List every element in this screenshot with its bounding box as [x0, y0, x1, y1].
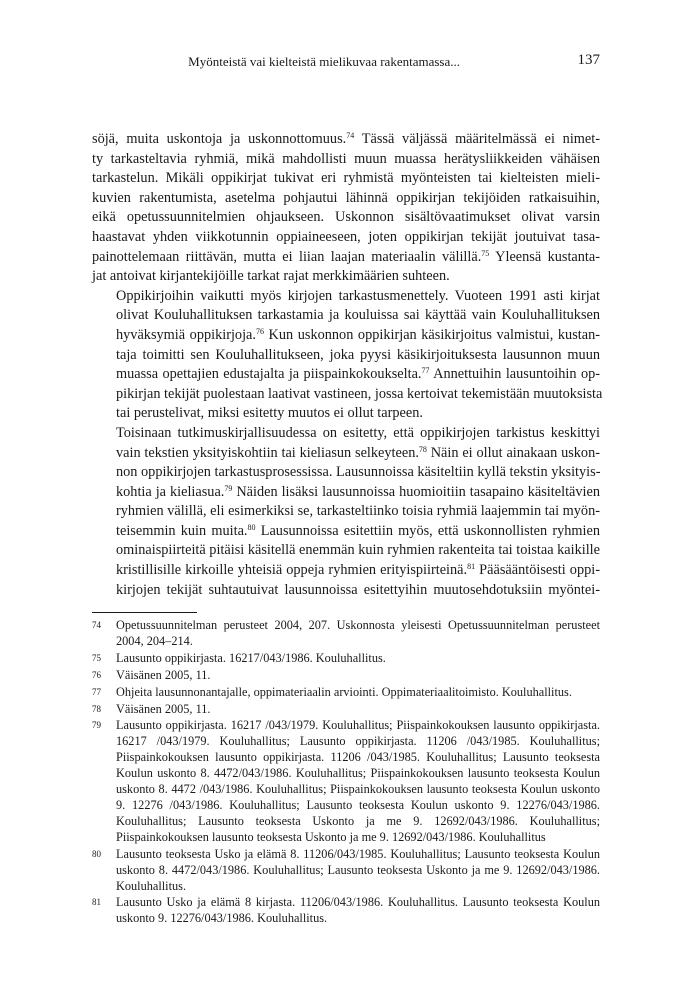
running-title: Myönteistä vai kielteistä mielikuvaa rakentamassa... — [188, 54, 460, 69]
text-segment: kristillisille kirkoille yhteisiä oppeja ryhmien erityispiirteinä. — [116, 562, 468, 579]
footnote — [92, 618, 600, 650]
text-segment: tarkastelun. Mikäli oppikirjat tukivat eri ryhmistä myönteisten tai kielteisten mieli- — [92, 170, 600, 187]
text-line — [92, 306, 600, 326]
text-segment: non oppikirjojen tarkastusprosessissa. Lausunnoissa käsiteltiin kyllä tekstin yksityis- — [116, 464, 601, 481]
footnote-text: Lausunto oppikirjasta. 16217 /043/1979. Kouluhallitus; Piispainkokouksen lausunto oppikirjasta. 16217 /043/1979. Kouluhallitus; Lausunto oppikirjasta. 11206 /043/1985. Kouluhallitus; Piispainkokouksen lausunto oppikirjasta. 11206 /043/1985. Kouluhallitus; Lausunto teoksesta Koulun uskonto 8. 4472/043/1986. Kouluhallitus; Piispainkokouksen lausunto teoksesta Koulun uskonto 8. 4472 /043/1986. Kouluhallitus; Piispainkokouksen lausunto teoksesta Koulun uskonto 9. 12276 /043/1986. Kouluhallitus; Lausunto teoksesta Koulun uskonto 9. 12276/043/1986. Kouluhallitus; Lausunto teoksesta Uskonto ja me 9. 12692/043/1986. Kouluhallitus; Piispainkokouksen lausunto teoksesta Uskonto ja me 9. 12692/043/1986. Kouluhallitus — [116, 718, 600, 844]
footnote-ref: 81 — [467, 562, 476, 572]
text-segment: ominaispiirteitä pitäisi käsitellä enemmän kuin ryhmien rakenteita tai toistaa kaikille — [116, 542, 600, 559]
text-segment: teisemmin kuin muita. — [116, 522, 248, 539]
text-segment: Yleensä kustanta- — [489, 248, 600, 265]
footnote-text: Ohjeita lausunnonantajalle, oppimateriaalin arviointi. Oppimateriaalitoimisto. Kouluhallitus. — [116, 684, 572, 699]
text-line — [92, 326, 600, 346]
text-line — [92, 169, 600, 189]
footnote — [92, 847, 600, 895]
text-segment: ryhmien välillä, eli esimerkiksi se, tarkasteltiinko toisia ryhmiä laajemmin tai myön- — [116, 503, 600, 520]
text-line — [92, 444, 600, 464]
paragraph — [92, 287, 603, 424]
text-segment: pikirjan tekijät puolestaan laativat vastineen, jossa kertoivat tekemistään muutoksista — [116, 385, 603, 402]
text-line — [92, 483, 600, 503]
text-segment: painottelemaan riittävän, mutta ei liian laajan materiaalin välillä. — [92, 248, 482, 265]
footnote-ref: 80 — [247, 522, 256, 532]
text-segment: tai perustelivat, miksi esitetty muutos ei ollut tarpeen. — [116, 405, 423, 422]
text-line — [92, 581, 600, 601]
text-segment: kirjojen tekijät suhtautuivat lausunnoissa esitettyihin muutosehdotuksiin myöntei- — [116, 581, 600, 598]
paragraph — [92, 130, 600, 287]
text-line — [92, 346, 600, 366]
text-line — [92, 522, 600, 542]
text-segment: ty tarkasteltavia ryhmiä, mikä mahdollisti muun muassa herätysliikkeiden vähäisen — [92, 150, 600, 167]
page-header — [92, 52, 600, 74]
text-segment: Kun uskonnon oppikirjan käsikirjoitus valmistui, kustan- — [263, 326, 600, 343]
footnote — [92, 651, 600, 667]
footnote-text: Väisänen 2005, 11. — [116, 667, 211, 682]
footnote-number: 77 — [92, 686, 101, 697]
text-segment: vain tekstien yksityiskohtiin tai kieliasun selkeyteen. — [116, 444, 419, 461]
text-segment: Tässä väljässä määritelmässä ei nimet- — [354, 131, 600, 147]
footnote-number: 76 — [92, 669, 101, 680]
footnote — [92, 668, 600, 684]
text-segment: kohtia ja kieliasua. — [116, 483, 225, 500]
text-segment: jat antoivat kirjantekijöille tarkat rajat merkkimäärien suhteen. — [92, 268, 450, 285]
footnote-number: 79 — [92, 720, 101, 731]
footnote-number: 81 — [92, 897, 101, 908]
text-line — [92, 541, 600, 561]
text-segment: olivat Kouluhallituksen tarkastamia ja kouluissa sai käyttää vain Kouluhallituksen — [116, 307, 600, 324]
footnotes — [92, 618, 600, 928]
footnote-ref: 74 — [346, 131, 355, 140]
text-segment: Näiden lisäksi lausunnoissa huomioitiin tasapaino käsiteltävien — [232, 483, 600, 500]
text-line — [92, 228, 600, 248]
text-segment: Toisinaan tutkimuskirjallisuudessa on esitetty, että oppikirjojen tarkistus keskittyi — [116, 424, 600, 441]
footnote-ref: 76 — [255, 326, 264, 336]
footnote-number: 74 — [92, 620, 101, 630]
text-line — [92, 561, 600, 581]
text-line — [92, 365, 600, 385]
footnote-divider — [92, 612, 197, 613]
text-line — [92, 150, 600, 170]
page-number: 137 — [577, 52, 600, 68]
paragraph — [92, 424, 600, 600]
text-line — [92, 463, 600, 483]
footnote-text: Opetussuunnitelman perusteet 2004, 207. Uskonnosta yleisesti Opetussuunnitelman perusteet 2004, 204–214. — [116, 618, 600, 648]
footnote — [92, 895, 600, 927]
text-line — [92, 424, 600, 444]
text-line — [92, 385, 603, 405]
text-segment: hyväksymiä oppikirjoja. — [116, 326, 256, 343]
footnote-number: 80 — [92, 848, 101, 859]
text-segment: söjä, muita uskontoja ja uskonnottomuus. — [92, 131, 347, 147]
text-segment: Näin ei ollut ainakaan uskon- — [426, 444, 600, 461]
text-line — [92, 267, 600, 287]
footnote — [92, 702, 600, 718]
footnote-number: 75 — [92, 652, 101, 663]
text-segment: taja toimitti sen Kouluhallitukseen, joka pyysi käsikirjoituksesta lausunnon muun — [116, 346, 600, 363]
footnote-text: Lausunto oppikirjasta. 16217/043/1986. Kouluhallitus. — [116, 650, 386, 665]
footnote — [92, 718, 600, 845]
text-segment: Lausunnoissa esitettiin myös, että uskonnollisten ryhmien — [255, 522, 601, 539]
text-segment: Oppikirjoihin vaikutti myös kirjojen tarkastusmenettely. Vuoteen 1991 asti kirjat — [116, 287, 600, 304]
footnote-ref: 79 — [224, 483, 233, 493]
text-line — [92, 287, 600, 307]
text-line — [92, 130, 600, 150]
text-line — [92, 502, 600, 522]
text-line — [92, 208, 600, 228]
text-line — [92, 189, 600, 209]
text-line — [92, 404, 600, 424]
footnote-ref: 75 — [481, 248, 490, 258]
text-segment: Pääsääntöisesti oppi- — [475, 562, 600, 579]
footnote — [92, 685, 600, 701]
footnote-text: Lausunto Usko ja elämä 8 kirjasta. 11206/043/1986. Kouluhallitus. Lausunto teoksesta Koulun uskonto 9. 12276/043/1986. Kouluhallitus. — [116, 895, 600, 926]
body-text — [92, 130, 603, 600]
text-line — [92, 248, 600, 268]
text-segment: haastavat yhden viikkotunnin oppiaineeseen, joten oppikirjan tekijät joutuivat tasa- — [92, 228, 600, 245]
footnote-text: Väisänen 2005, 11. — [116, 701, 211, 716]
footnote-number: 78 — [92, 703, 101, 714]
text-segment: kuvien rakentumista, asetelma pohjautui lähinnä oppikirjan tekijöiden ratkaisuihin, — [92, 189, 600, 206]
text-segment: muassa opettajien edustajalta ja piispainkokoukselta. — [116, 366, 422, 383]
footnote-ref: 78 — [418, 444, 427, 454]
text-segment: eikä opetussuunnitelmien ohjaukseen. Uskonnon sisältövaatimukset olivat varsin — [92, 209, 600, 226]
text-segment: Annettuihin lausuntoihin op- — [429, 366, 600, 383]
footnote-text: Lausunto teoksesta Usko ja elämä 8. 11206/043/1985. Kouluhallitus; Lausunto teoksesta Koulun uskonto 8. 4472/043/1986. Kouluhallitus; Lausunto teoksesta Uskonto ja me 9. 12692/043/1986. Kouluhallitus. — [116, 846, 600, 893]
footnote-ref: 77 — [421, 366, 430, 376]
